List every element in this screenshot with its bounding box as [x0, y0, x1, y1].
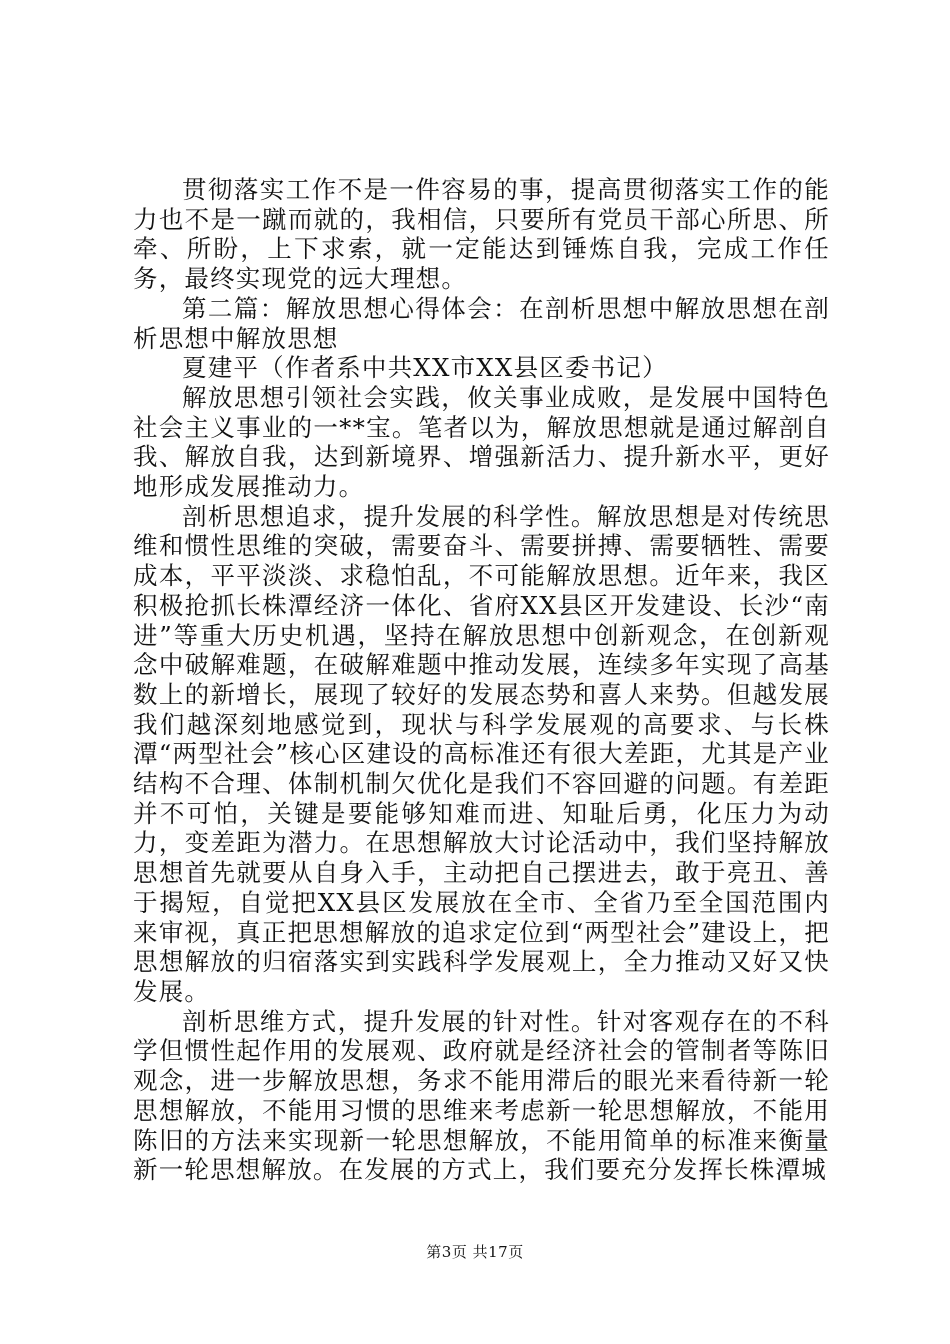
paragraph-conclusion: 贯彻落实工作不是一件容易的事，提高贯彻落实工作的能力也不是一蹴而就的，我相信，只要所有党员干部心所思、所牵、所盼，上下求索，就一定能达到锤炼自我，完成工作任务，最终实现党的远大理想。: [133, 175, 830, 294]
paragraph-thinking-pursuit: 剖析思想追求，提升发展的科学性。解放思想是对传统思维和惯性思维的突破，需要奋斗、需要拼搏、需要牺牲、需要成本，平平淡淡、求稳怕乱，不可能解放思想。近年来，我区积极抢抓长株潭经济一体化、省府XX县区开发建设、长沙“南进”等重大历史机遇，坚持在解放思想中创新观念，在创新观念中破解难题，在破解难题中推动发展，连续多年实现了高基数上的新增长，展现了较好的发展态势和喜人来势。但越发展我们越深刻地感觉到，现状与科学发展观的高要求、与长株潭“两型社会”核心区建设的高标准还有很大差距，尤其是产业结构不合理、体制机制欠优化是我们不容回避的问题。有差距并不可怕，关键是要能够知难而进、知耻后勇，化压力为动力，变差距为潜力。在思想解放大讨论活动中，我们坚持解放思想首先就要从自身入手，主动把自己摆进去，敢于亮丑、善于揭短，自觉把XX县区发展放在全市、全省乃至全国范围内来审视，真正把思想解放的追求定位到“两型社会”建设上，把思想解放的归宿落实到实践科学发展观上，全力推动又好又快发展。: [133, 501, 830, 1006]
author-line: 夏建平（作者系中共XX市XX县区委书记）: [182, 353, 668, 383]
page-number-footer: 第3页 共17页: [426, 1243, 524, 1261]
paragraph-intro: 解放思想引领社会实践，攸关事业成败，是发展中国特色社会主义事业的一**宝。笔者以为，解放思想就是通过解剖自我、解放自我，达到新境界、增强新活力、提升新水平，更好地形成发展推动力。: [133, 382, 830, 502]
article-title: 第二篇：解放思想心得体会：在剖析思想中解放思想在剖析思想中解放思想: [133, 293, 830, 353]
document-body: [133, 175, 830, 1185]
paragraph-thinking-method: 剖析思维方式，提升发展的针对性。针对客观存在的不科学但惯性起作用的发展观、政府就是经济社会的管制者等陈旧观念，进一步解放思想，务求不能用滞后的眼光来看待新一轮思想解放，不能用习惯的思维来考虑新一轮思想解放，不能用陈旧的方法来实现新一轮思想解放，不能用简单的标准来衡量新一轮思想解放。在发展的方式上，我们要充分发挥长株潭城: [133, 1006, 830, 1185]
